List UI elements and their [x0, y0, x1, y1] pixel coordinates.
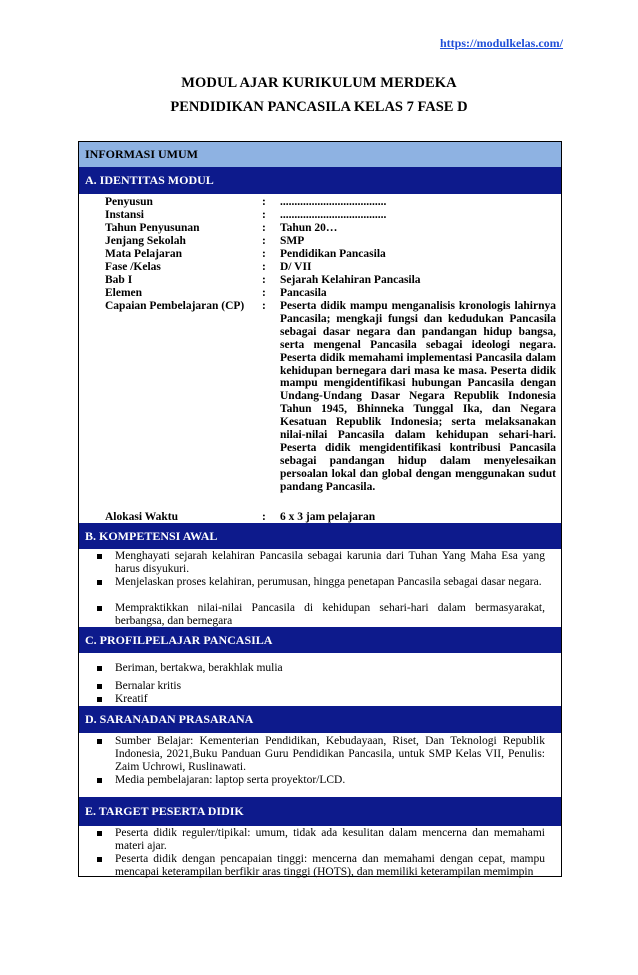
colon: : [262, 222, 266, 234]
identitas-value: Pancasila [280, 287, 327, 299]
list-item: Sumber Belajar: Kementerian Pendidikan, Kebudayaan, Riset, Dan Teknologi Republik Indonesia, 2021,Buku Panduan Guru Pendidikan Pancasila, untuk SMP Kelas VII, Penulis: Zaim Uchrowi, Ruslinawati. [89, 735, 545, 774]
bullet-icon [97, 778, 102, 783]
identitas-label: Penyusun [105, 196, 153, 208]
identitas-value: Pendidikan Pancasila [280, 248, 386, 260]
identitas-label: Elemen [105, 287, 143, 299]
bullet-icon [97, 606, 102, 611]
list-item: Menjelaskan proses kelahiran, perumusan, hingga penetapan Pancasila sebagai dasar negara. [89, 576, 545, 589]
identitas-label: Tahun Penyusunan [105, 222, 200, 234]
list-item: Beriman, bertakwa, berakhlak mulia [89, 662, 545, 675]
colon: : [262, 248, 266, 260]
section-identitas-modul: A. IDENTITAS MODUL [79, 167, 561, 194]
identitas-label: Fase /Kelas [105, 261, 161, 273]
colon: : [262, 274, 266, 286]
list-item: Bernalar kritis [89, 680, 545, 693]
source-url-link[interactable]: https://modulkelas.com/ [439, 36, 563, 50]
bullet-icon [97, 580, 102, 585]
identitas-label: Jenjang Sekolah [105, 235, 186, 247]
section-kompetensi-awal: B. KOMPETENSI AWAL [79, 523, 561, 549]
list-item: Menghayati sejarah kelahiran Pancasila sebagai karunia dari Tuhan Yang Maha Esa yang harus disyukuri. [89, 550, 545, 576]
identitas-value: D/ VII [280, 261, 312, 273]
alokasi-value: 6 x 3 jam pelajaran [280, 511, 376, 523]
alokasi-label: Alokasi Waktu [105, 511, 178, 523]
section-informasi-umum: INFORMASI UMUM [79, 142, 561, 167]
list-item: Peserta didik reguler/tipikal: umum, tidak ada kesulitan dalam mencerna dan memahami materi ajar. [89, 827, 545, 853]
colon: : [262, 235, 266, 247]
section-target-peserta-didik: E. TARGET PESERTA DIDIK [79, 797, 561, 826]
colon: : [262, 209, 266, 221]
bullet-icon [97, 554, 102, 559]
section-sarana-prasarana: D. SARANADAN PRASARANA [79, 706, 561, 733]
bullet-icon [97, 831, 102, 836]
identitas-label: Instansi [105, 209, 144, 221]
bullet-icon [97, 739, 102, 744]
list-item: Media pembelajaran: laptop serta proyektor/LCD. [89, 774, 545, 787]
colon: : [262, 261, 266, 273]
section-profil-pelajar: C. PROFILPELAJAR PANCASILA [79, 627, 561, 653]
bullet-icon [97, 666, 102, 671]
colon: : [262, 511, 266, 523]
document-subtitle: PENDIDIKAN PANCASILA KELAS 7 FASE D [170, 99, 468, 115]
identitas-value: ..................................... [280, 209, 387, 221]
identitas-value: SMP [280, 235, 305, 247]
cp-label: Capaian Pembelajaran (CP) [105, 300, 245, 312]
colon: : [262, 300, 266, 312]
identitas-label: Mata Pelajaran [105, 248, 182, 260]
colon: : [262, 196, 266, 208]
bullet-icon [97, 857, 102, 862]
identitas-value: Tahun 20… [280, 222, 338, 234]
bullet-icon [97, 684, 102, 689]
list-item: Kreatif [89, 693, 545, 706]
document-title: MODUL AJAR KURIKULUM MERDEKA [181, 75, 457, 91]
identitas-value: Sejarah Kelahiran Pancasila [280, 274, 421, 286]
bullet-icon [97, 697, 102, 702]
identitas-label: Bab I [105, 274, 133, 286]
colon: : [262, 287, 266, 299]
cp-text: Peserta didik mampu menganalisis kronologis lahirnya Pancasila; mengkaji fungsi dan kedudukan Pancasila sebagai dasar negara dan pandangan hidup bangsa, serta mengenal Pancasila sebagai ideologi negara. Peserta didik memahami implementasi Pancasila dalam kehidupan bernegara dari masa ke masa. Peserta didik mampu mengidentifikasi hubungan Pancasila dengan Undang-Undang Dasar Negara Republik Indonesia Tahun 1945, Bhinneka Tunggal Ika, dan Negara Kesatuan Republik Indonesia; serta melaksanakan nilai-nilai Pancasila dalam kehidupan sehari-hari. Peserta didik mengidentifikasi kontribusi Pancasila sebagai pandangan hidup dalam menyelesaikan persoalan lokal dan global dengan menggunakan sudut pandang Pancasila. [280, 300, 556, 493]
list-item: Mempraktikkan nilai-nilai Pancasila di kehidupan sehari-hari dalam bermasyarakat, berbangsa, dan bernegara [89, 602, 545, 628]
identitas-value: ..................................... [280, 196, 387, 208]
module-table [78, 141, 562, 877]
list-item: Peserta didik dengan pencapaian tinggi: mencerna dan memahami dengan cepat, mampu mencapai keterampilan berfikir aras tinggi (HOTS), dan memiliki keterampilan memimpin [89, 853, 545, 879]
